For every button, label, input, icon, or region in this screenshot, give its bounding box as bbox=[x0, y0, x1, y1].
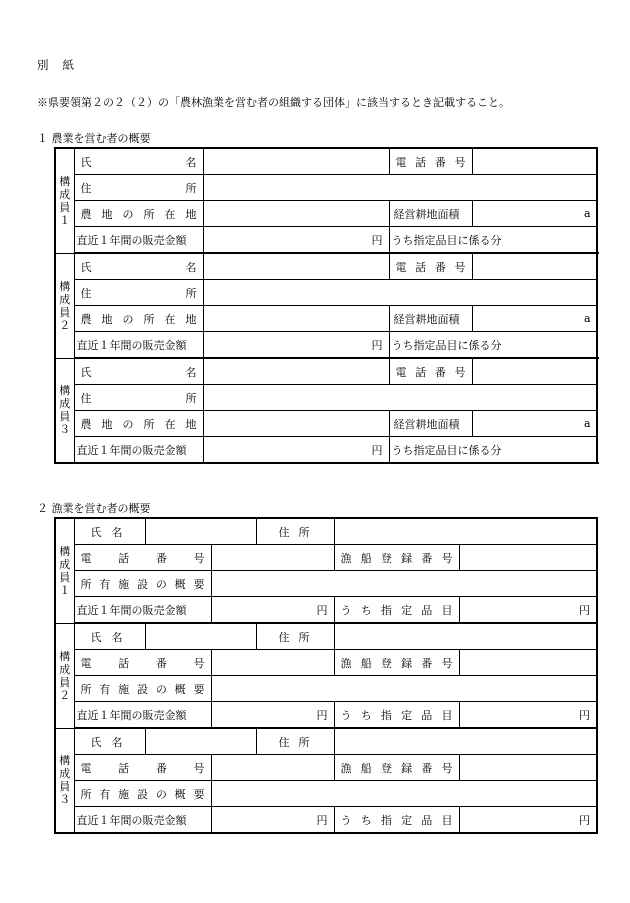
label-char: 名 bbox=[185, 155, 197, 169]
farm-location-field[interactable] bbox=[203, 411, 389, 437]
label-char: の bbox=[122, 417, 134, 431]
member-label-cell bbox=[55, 518, 74, 623]
label-char: 号 bbox=[193, 656, 205, 670]
label-char: 号 bbox=[441, 761, 453, 775]
label-char: 電 bbox=[395, 260, 407, 274]
farm-location-field[interactable] bbox=[203, 306, 389, 332]
label-char: 番 bbox=[434, 365, 446, 379]
name-field[interactable] bbox=[203, 253, 389, 280]
member-label-cell bbox=[55, 148, 74, 253]
farm-member-row bbox=[55, 227, 597, 254]
label-char: 所 bbox=[298, 525, 310, 539]
label-char: 所 bbox=[80, 577, 92, 591]
label-char: 船 bbox=[360, 761, 372, 775]
fishery-member-row bbox=[55, 781, 597, 807]
sales-field[interactable]: 円 bbox=[211, 597, 334, 624]
name-field[interactable] bbox=[203, 358, 389, 385]
address-label bbox=[256, 518, 334, 545]
label-char: 指 bbox=[380, 603, 392, 617]
boat-reg-label bbox=[334, 755, 459, 781]
label-char: 号 bbox=[193, 551, 205, 565]
label-char: 電 bbox=[80, 761, 92, 775]
label-char: 所 bbox=[143, 417, 155, 431]
fishery-member-row bbox=[55, 623, 597, 650]
label-char: 番 bbox=[421, 656, 433, 670]
label-char: ち bbox=[360, 708, 372, 722]
label-char: 目 bbox=[441, 603, 453, 617]
label-char: 定 bbox=[401, 813, 413, 827]
label-char: の bbox=[122, 207, 134, 221]
label-char: の bbox=[155, 577, 167, 591]
label-char: 録 bbox=[401, 551, 413, 565]
fishery-member-row bbox=[55, 676, 597, 702]
label-char: 番 bbox=[155, 656, 167, 670]
address-field[interactable] bbox=[203, 175, 597, 201]
label-char: 話 bbox=[415, 260, 427, 274]
label-char: う bbox=[340, 603, 352, 617]
label-char: 在 bbox=[164, 417, 176, 431]
label-char: 電 bbox=[80, 656, 92, 670]
farm-member-row bbox=[55, 306, 597, 332]
area-unit: a bbox=[583, 312, 591, 325]
farm-location-label bbox=[74, 411, 203, 437]
boat-reg-field[interactable] bbox=[459, 650, 597, 676]
boat-reg-field[interactable] bbox=[459, 755, 597, 781]
farm-member-row bbox=[55, 332, 597, 359]
label-char: 名 bbox=[185, 260, 197, 274]
label-char: 話 bbox=[118, 656, 130, 670]
label-char: う bbox=[340, 708, 352, 722]
label-char: 話 bbox=[118, 761, 130, 775]
facility-field[interactable] bbox=[211, 571, 597, 597]
address-field[interactable] bbox=[203, 385, 597, 411]
label-char: 名 bbox=[185, 365, 197, 379]
label-char: 登 bbox=[380, 656, 392, 670]
member-label: 構成員２ bbox=[59, 279, 71, 332]
name-label bbox=[74, 518, 145, 545]
member-label: 構成員１ bbox=[59, 544, 71, 597]
label-char: 船 bbox=[360, 551, 372, 565]
farm-member-row bbox=[55, 201, 597, 227]
label-char: 氏 bbox=[80, 155, 92, 169]
sales-label: 直近１年間の販売金額 bbox=[74, 437, 203, 464]
farm-member-row bbox=[55, 358, 597, 385]
address-label bbox=[74, 385, 203, 411]
farm-member-row bbox=[55, 280, 597, 306]
address-label bbox=[74, 175, 203, 201]
label-char: 施 bbox=[118, 682, 130, 696]
label-char: 漁 bbox=[340, 551, 352, 565]
member-label: 構成員３ bbox=[59, 384, 71, 437]
address-field[interactable] bbox=[334, 623, 597, 650]
farm-area-field[interactable] bbox=[472, 201, 597, 227]
farm-area-field[interactable] bbox=[472, 411, 597, 437]
facility-label bbox=[74, 571, 211, 597]
sales-label: 直近１年間の販売金額 bbox=[74, 702, 211, 729]
address-field[interactable] bbox=[334, 728, 597, 755]
label-char: 番 bbox=[155, 761, 167, 775]
name-label bbox=[74, 148, 203, 175]
label-char: 指 bbox=[380, 813, 392, 827]
address-label bbox=[256, 623, 334, 650]
boat-reg-label bbox=[334, 650, 459, 676]
label-char: 概 bbox=[174, 577, 186, 591]
label-char: 漁 bbox=[340, 761, 352, 775]
phone-field[interactable] bbox=[211, 650, 334, 676]
sales-field[interactable]: 円 bbox=[211, 702, 334, 729]
designated-field[interactable]: 円 bbox=[459, 702, 597, 729]
label-char: 所 bbox=[185, 181, 197, 195]
member-label-cell bbox=[55, 358, 74, 463]
label-char: 在 bbox=[164, 207, 176, 221]
label-char: 番 bbox=[155, 551, 167, 565]
label-char: 所 bbox=[143, 312, 155, 326]
farm-member-row bbox=[55, 385, 597, 411]
label-char: 概 bbox=[174, 787, 186, 801]
label-char: 品 bbox=[421, 813, 433, 827]
label-char: 名 bbox=[111, 525, 123, 539]
label-char: 所 bbox=[185, 391, 197, 405]
label-char: 話 bbox=[415, 365, 427, 379]
label-char: 録 bbox=[401, 761, 413, 775]
label-char: 地 bbox=[185, 312, 197, 326]
facility-label bbox=[74, 781, 211, 807]
farm-area-field[interactable] bbox=[472, 306, 597, 332]
label-char: 名 bbox=[111, 630, 123, 644]
label-char: 氏 bbox=[90, 735, 102, 749]
label-char: 在 bbox=[164, 312, 176, 326]
label-char: 要 bbox=[193, 577, 205, 591]
label-char: 登 bbox=[380, 761, 392, 775]
name-field[interactable] bbox=[145, 623, 256, 650]
doc-note: ※県要領第２の２（２）の「農林漁業を営む者の組織する団体」に該当するとき記載すること。 bbox=[37, 96, 510, 109]
boat-reg-label bbox=[334, 545, 459, 571]
boat-reg-field[interactable] bbox=[459, 545, 597, 571]
sales-field[interactable]: 円 bbox=[203, 437, 389, 464]
member-label: 構成員３ bbox=[59, 754, 71, 807]
facility-field[interactable] bbox=[211, 781, 597, 807]
label-char: 号 bbox=[454, 365, 466, 379]
designated-label: うち指定品目に係る分 bbox=[389, 437, 597, 464]
label-char: 目 bbox=[441, 708, 453, 722]
label-char: 有 bbox=[99, 682, 111, 696]
sales-label: 直近１年間の販売金額 bbox=[74, 597, 211, 624]
label-char: 号 bbox=[193, 761, 205, 775]
label-char: 所 bbox=[185, 286, 197, 300]
section2-title: ２ 漁業を営む者の概要 bbox=[37, 502, 151, 515]
label-char: 住 bbox=[80, 391, 92, 405]
label-char: 地 bbox=[101, 207, 113, 221]
farm-location-label bbox=[74, 201, 203, 227]
label-char: 農 bbox=[80, 312, 92, 326]
fishery-member-row bbox=[55, 807, 597, 834]
designated-label: うち指定品目に係る分 bbox=[389, 227, 597, 254]
area-unit: a bbox=[583, 417, 591, 430]
label-char: 氏 bbox=[80, 260, 92, 274]
name-label bbox=[74, 253, 203, 280]
label-char: 氏 bbox=[80, 365, 92, 379]
label-char: 施 bbox=[118, 577, 130, 591]
label-char: 設 bbox=[136, 682, 148, 696]
address-label bbox=[74, 280, 203, 306]
label-char: 所 bbox=[80, 682, 92, 696]
label-char: 地 bbox=[101, 312, 113, 326]
member-label-cell bbox=[55, 253, 74, 358]
label-char: 概 bbox=[174, 682, 186, 696]
label-char: 指 bbox=[380, 708, 392, 722]
name-label bbox=[74, 623, 145, 650]
label-char: 号 bbox=[454, 260, 466, 274]
label-char: 目 bbox=[441, 813, 453, 827]
fishery-member-row bbox=[55, 571, 597, 597]
sales-label: 直近１年間の販売金額 bbox=[74, 227, 203, 254]
farm-member-row bbox=[55, 411, 597, 437]
phone-label bbox=[74, 755, 211, 781]
phone-label bbox=[389, 148, 472, 175]
label-char: 番 bbox=[434, 155, 446, 169]
address-field[interactable] bbox=[334, 518, 597, 545]
phone-field[interactable] bbox=[472, 148, 597, 175]
fishery-member-row bbox=[55, 728, 597, 755]
label-char: 所 bbox=[143, 207, 155, 221]
label-char: 住 bbox=[80, 181, 92, 195]
phone-field[interactable] bbox=[211, 545, 334, 571]
name-label bbox=[74, 728, 145, 755]
phone-field[interactable] bbox=[472, 253, 597, 280]
name-field[interactable] bbox=[145, 518, 256, 545]
designated-label: うち指定品目に係る分 bbox=[389, 332, 597, 359]
fishery-member-row bbox=[55, 518, 597, 545]
doc-header: 別紙 bbox=[37, 58, 88, 72]
phone-label bbox=[389, 358, 472, 385]
farm-location-label bbox=[74, 306, 203, 332]
label-char: 農 bbox=[80, 207, 92, 221]
label-char: 地 bbox=[185, 417, 197, 431]
label-char: 船 bbox=[360, 656, 372, 670]
fishery-members-table bbox=[54, 517, 598, 834]
sales-label: 直近１年間の販売金額 bbox=[74, 332, 203, 359]
label-char: 番 bbox=[421, 761, 433, 775]
label-char: 番 bbox=[434, 260, 446, 274]
designated-label bbox=[334, 807, 459, 834]
label-char: 品 bbox=[421, 708, 433, 722]
name-field[interactable] bbox=[145, 728, 256, 755]
label-char: 設 bbox=[136, 577, 148, 591]
phone-field[interactable] bbox=[472, 358, 597, 385]
designated-label bbox=[334, 702, 459, 729]
label-char: 農 bbox=[80, 417, 92, 431]
farm-member-row bbox=[55, 175, 597, 201]
address-label bbox=[256, 728, 334, 755]
phone-label bbox=[389, 253, 472, 280]
member-label: 構成員２ bbox=[59, 649, 71, 702]
member-label: 構成員１ bbox=[59, 174, 71, 227]
fishery-member-row bbox=[55, 755, 597, 781]
sales-field[interactable]: 円 bbox=[203, 227, 389, 254]
label-char: 号 bbox=[454, 155, 466, 169]
section1-title: １ 農業を営む者の概要 bbox=[37, 132, 151, 145]
label-char: 氏 bbox=[90, 630, 102, 644]
label-char: の bbox=[122, 312, 134, 326]
member-label-cell bbox=[55, 728, 74, 833]
sales-field[interactable]: 円 bbox=[203, 332, 389, 359]
name-label bbox=[74, 358, 203, 385]
label-char: 地 bbox=[185, 207, 197, 221]
farm-member-row bbox=[55, 148, 597, 175]
designated-label bbox=[334, 597, 459, 624]
label-char: 地 bbox=[101, 417, 113, 431]
label-char: 所 bbox=[298, 630, 310, 644]
sales-label: 直近１年間の販売金額 bbox=[74, 807, 211, 834]
label-char: 有 bbox=[99, 787, 111, 801]
farm-area-label: 経営耕地面積 bbox=[389, 306, 472, 332]
label-char: 住 bbox=[80, 286, 92, 300]
label-char: 所 bbox=[298, 735, 310, 749]
label-char: 電 bbox=[80, 551, 92, 565]
label-char: 定 bbox=[401, 603, 413, 617]
facility-field[interactable] bbox=[211, 676, 597, 702]
label-char: 電 bbox=[395, 155, 407, 169]
label-char: 登 bbox=[380, 551, 392, 565]
label-char: 所 bbox=[80, 787, 92, 801]
label-char: う bbox=[340, 813, 352, 827]
farm-member-row bbox=[55, 437, 597, 464]
label-char: 住 bbox=[278, 630, 290, 644]
phone-label bbox=[74, 650, 211, 676]
fishery-member-row bbox=[55, 545, 597, 571]
label-char: 電 bbox=[395, 365, 407, 379]
label-char: 住 bbox=[278, 525, 290, 539]
fishery-member-row bbox=[55, 702, 597, 729]
label-char: の bbox=[155, 682, 167, 696]
label-char: 号 bbox=[441, 656, 453, 670]
phone-field[interactable] bbox=[211, 755, 334, 781]
label-char: 録 bbox=[401, 656, 413, 670]
name-field[interactable] bbox=[203, 148, 389, 175]
label-char: 号 bbox=[441, 551, 453, 565]
farm-member-row bbox=[55, 253, 597, 280]
label-char: 名 bbox=[111, 735, 123, 749]
sales-field[interactable]: 円 bbox=[211, 807, 334, 834]
label-char: 定 bbox=[401, 708, 413, 722]
farm-location-field[interactable] bbox=[203, 201, 389, 227]
fishery-member-row bbox=[55, 650, 597, 676]
label-char: 漁 bbox=[340, 656, 352, 670]
label-char: の bbox=[155, 787, 167, 801]
farm-area-label: 経営耕地面積 bbox=[389, 201, 472, 227]
label-char: ち bbox=[360, 603, 372, 617]
label-char: 要 bbox=[193, 682, 205, 696]
farm-members-table bbox=[54, 147, 598, 464]
facility-label bbox=[74, 676, 211, 702]
designated-field[interactable]: 円 bbox=[459, 807, 597, 834]
address-field[interactable] bbox=[203, 280, 597, 306]
designated-field[interactable]: 円 bbox=[459, 597, 597, 624]
label-char: 住 bbox=[278, 735, 290, 749]
member-label-cell bbox=[55, 623, 74, 728]
label-char: 話 bbox=[118, 551, 130, 565]
label-char: ち bbox=[360, 813, 372, 827]
fishery-member-row bbox=[55, 597, 597, 624]
label-char: 施 bbox=[118, 787, 130, 801]
label-char: 番 bbox=[421, 551, 433, 565]
label-char: 品 bbox=[421, 603, 433, 617]
farm-area-label: 経営耕地面積 bbox=[389, 411, 472, 437]
label-char: 設 bbox=[136, 787, 148, 801]
phone-label bbox=[74, 545, 211, 571]
label-char: 話 bbox=[415, 155, 427, 169]
label-char: 氏 bbox=[90, 525, 102, 539]
area-unit: a bbox=[583, 207, 591, 220]
label-char: 有 bbox=[99, 577, 111, 591]
label-char: 要 bbox=[193, 787, 205, 801]
